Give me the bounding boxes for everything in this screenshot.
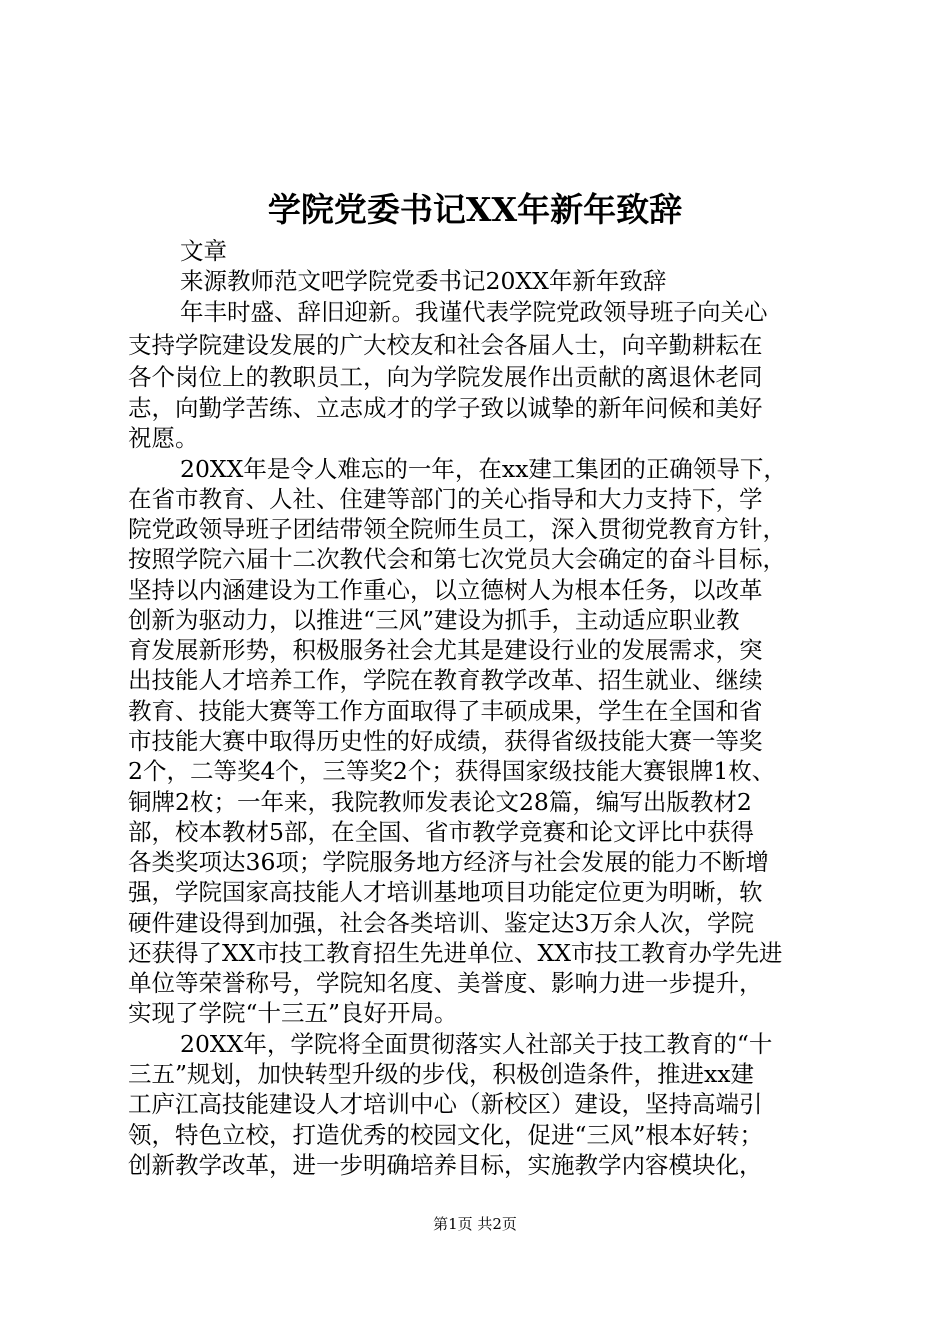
paragraph-1-line-2: 支持学院建设发展的广大校友和社会各届人士，向辛勤耕耘在 bbox=[128, 331, 763, 359]
paragraph-3-line-5: 创新教学改革，进一步明确培养目标，实施教学内容模块化， bbox=[128, 1151, 763, 1179]
paragraph-2-line-14: 各类奖项达36项；学院服务地方经济与社会发展的能力不断增 bbox=[128, 848, 769, 876]
paragraph-2-line-3: 院党政领导班子团结带领全院师生员工，深入贯彻党教育方针， bbox=[128, 515, 786, 543]
paragraph-3-line-2: 三五”规划，加快转型升级的步伐，积极创造条件，推进xx建 bbox=[128, 1060, 755, 1088]
paragraph-1-line-1: 年丰时盛、辞旧迎新。我谨代表学院党政领导班子向关心 bbox=[180, 298, 768, 326]
page-footer: 第1页 共2页 bbox=[433, 1215, 517, 1233]
paragraph-2-line-6: 创新为驱动力，以推进“三风”建设为抓手，主动适应职业教 bbox=[128, 606, 740, 634]
paragraph-2-line-1: 20XX年是令人难忘的一年，在xx建工集团的正确领导下， bbox=[180, 455, 787, 483]
paragraph-1-line-3: 各个岗位上的教职员工，向为学院发展作出贡献的离退休老同 bbox=[128, 363, 763, 391]
paragraph-2-line-18: 单位等荣誉称号，学院知名度、美誉度、影响力进一步提升， bbox=[128, 969, 763, 997]
paragraph-2-line-15: 强，学院国家高技能人才培训基地项目功能定位更为明晰，软 bbox=[128, 878, 763, 906]
meta-line-article: 文章 bbox=[180, 237, 227, 265]
paragraph-2-line-8: 出技能人才培养工作，学院在教育教学改革、招生就业、继续 bbox=[128, 666, 763, 694]
paragraph-2-line-16: 硬件建设得到加强，社会各类培训、鉴定达3万余人次，学院 bbox=[128, 909, 754, 937]
paragraph-2-line-7: 育发展新形势，积极服务社会尤其是建设行业的发展需求，突 bbox=[128, 636, 763, 664]
paragraph-2-line-2: 在省市教育、人社、住建等部门的关心指导和大力支持下，学 bbox=[128, 485, 763, 513]
paragraph-2-line-19: 实现了学院“十三五”良好开局。 bbox=[128, 999, 458, 1027]
meta-line-source: 来源教师范文吧学院党委书记20XX年新年致辞 bbox=[180, 267, 667, 295]
paragraph-2-line-10: 市技能大赛中取得历史性的好成绩，获得省级技能大赛一等奖 bbox=[128, 727, 763, 755]
paragraph-3-line-3: 工庐江高技能建设人才培训中心（新校区）建设，坚持高端引 bbox=[128, 1090, 763, 1118]
paragraph-2-line-12: 铜牌2枚；一年来，我院教师发表论文28篇，编写出版教材2 bbox=[128, 788, 752, 816]
paragraph-3-line-4: 领，特色立校，打造优秀的校园文化，促进“三风”根本好转； bbox=[128, 1121, 764, 1149]
paragraph-2-line-4: 按照学院六届十二次教代会和第七次党员大会确定的奋斗目标， bbox=[128, 545, 786, 573]
paragraph-2-line-11: 2个，二等奖4个，三等奖2个；获得国家级技能大赛银牌1枚、 bbox=[128, 757, 776, 785]
document-title: 学院党委书记XX年新年致辞 bbox=[267, 190, 683, 229]
paragraph-2-line-9: 教育、技能大赛等工作方面取得了丰硕成果，学生在全国和省 bbox=[128, 697, 763, 725]
paragraph-2-line-13: 部，校本教材5部，在全国、省市教学竞赛和论文评比中获得 bbox=[128, 818, 754, 846]
paragraph-1-line-5: 祝愿。 bbox=[128, 424, 199, 452]
paragraph-3-line-1: 20XX年，学院将全面贯彻落实人社部关于技工教育的“十 bbox=[180, 1030, 773, 1058]
paragraph-2-line-5: 坚持以内涵建设为工作重心，以立德树人为根本任务，以改革 bbox=[128, 576, 763, 604]
paragraph-1-line-4: 志，向勤学苦练、立志成才的学子致以诚挚的新年问候和美好 bbox=[128, 394, 763, 422]
paragraph-2-line-17: 还获得了XX市技工教育招生先进单位、XX市技工教育办学先进 bbox=[128, 939, 783, 967]
